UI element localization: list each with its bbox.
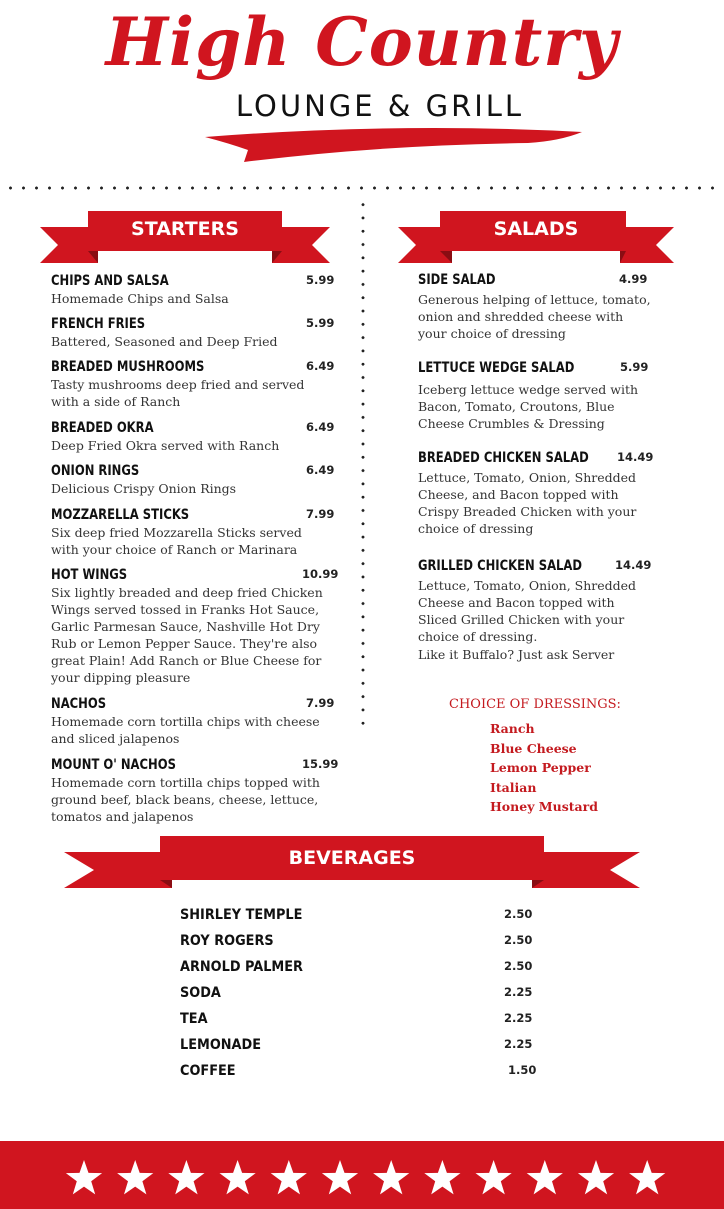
item-description: Homemade Chips and Salsa	[51, 291, 229, 306]
star-icon	[66, 1160, 102, 1194]
item-name: ROY ROGERS	[180, 933, 274, 949]
item-name: ARNOLD PALMER	[180, 959, 303, 975]
item-description: Six lightly breaded and deep fried Chicken Wings served tossed in Franks Hot Sauce, Garlic Parmesan Sauce, Nashville Hot Dry Rub or Lemon Pepper Sauce. They're also great Plain! Add Ranch or Blue Cheese for your dipping pleasure	[51, 585, 323, 685]
dressings-list	[490, 719, 598, 817]
item-price: 4.99	[619, 272, 648, 286]
item-name: ONION RINGS	[51, 463, 140, 479]
restaurant-name: High Country	[105, 3, 619, 81]
starters-title: STARTERS	[131, 218, 239, 240]
item-description: Homemade corn tortilla chips topped with ground beef, black beans, cheese, lettuce, tomatos and jalapenos	[51, 775, 320, 824]
item-price: 14.49	[617, 450, 654, 464]
item-name: GRILLED CHICKEN SALAD	[418, 558, 583, 574]
item-price: 2.25	[504, 1037, 533, 1051]
dressings-title: CHOICE OF DRESSINGS:	[449, 697, 621, 712]
beverages-title: BEVERAGES	[288, 847, 416, 869]
star-icon	[220, 1160, 256, 1194]
star-icon	[373, 1160, 409, 1194]
item-name: LEMONADE	[180, 1037, 262, 1053]
star-row	[0, 1141, 724, 1209]
star-icon	[322, 1160, 358, 1194]
item-name: HOT WINGS	[51, 567, 128, 583]
item-name: LETTUCE WEDGE SALAD	[418, 360, 575, 376]
item-name: SHIRLEY TEMPLE	[180, 907, 303, 923]
item-price: 2.50	[504, 959, 533, 973]
star-icon	[424, 1160, 460, 1194]
star-icon	[117, 1160, 153, 1194]
item-description: Six deep fried Mozzarella Sticks served with your choice of Ranch or Marinara	[51, 525, 302, 557]
restaurant-subtitle: LOUNGE & GRILL	[235, 89, 525, 123]
item-name: SODA	[180, 985, 221, 1001]
horizontal-divider	[4, 186, 720, 190]
star-icon	[578, 1160, 614, 1194]
item-description: Tasty mushrooms deep fried and served with a side of Ranch	[51, 377, 305, 409]
item-name: BREADED MUSHROOMS	[51, 359, 205, 375]
item-name: BREADED OKRA	[51, 420, 154, 436]
item-price: 14.49	[615, 558, 652, 572]
item-description: Deep Fried Okra served with Ranch	[51, 438, 280, 453]
list-item: Italian	[490, 779, 537, 795]
item-description: Generous helping of lettuce, tomato, onion and shredded cheese with your choice of dressing	[418, 292, 651, 341]
salads-banner	[398, 211, 674, 263]
item-name: NACHOS	[51, 696, 107, 712]
item-price: 2.50	[504, 933, 533, 947]
star-icon	[271, 1160, 307, 1194]
item-name: BREADED CHICKEN SALAD	[418, 450, 589, 466]
item-price: 5.99	[306, 273, 335, 287]
item-description: Iceberg lettuce wedge served with Bacon, Tomato, Croutons, Blue Cheese Crumbles & Dressing	[418, 382, 639, 431]
item-name: CHIPS AND SALSA	[51, 273, 169, 289]
list-item: Blue Cheese	[490, 740, 577, 756]
item-price: 10.99	[302, 567, 339, 581]
item-name: COFFEE	[180, 1063, 236, 1079]
star-icon	[629, 1160, 665, 1194]
item-name: MOZZARELLA STICKS	[51, 507, 190, 523]
item-description: Lettuce, Tomato, Onion, Shredded Cheese, and Bacon topped with Crispy Breaded Chicken with your choice of dressing	[418, 470, 637, 536]
item-price: 7.99	[306, 696, 335, 710]
item-price: 7.99	[306, 507, 335, 521]
item-price: 15.99	[302, 757, 339, 771]
item-name: FRENCH FRIES	[51, 316, 146, 332]
footer-band	[0, 1141, 724, 1209]
list-item: Lemon Pepper	[490, 760, 591, 775]
list-item: Honey Mustard	[490, 799, 598, 814]
list-item: Ranch	[490, 721, 535, 736]
item-price: 5.99	[306, 316, 335, 330]
item-price: 6.49	[306, 463, 335, 477]
item-note: Like it Buffalo? Just ask Server	[418, 647, 615, 662]
item-name: MOUNT O' NACHOS	[51, 757, 176, 773]
item-description: Battered, Seasoned and Deep Fried	[51, 334, 278, 349]
star-icon	[527, 1160, 563, 1194]
star-icon	[168, 1160, 204, 1194]
item-price: 2.50	[504, 907, 533, 921]
item-price: 2.25	[504, 1011, 533, 1025]
starters-banner	[40, 211, 330, 263]
vertical-divider	[361, 198, 365, 730]
item-price: 6.49	[306, 420, 335, 434]
star-icon	[476, 1160, 512, 1194]
item-price: 2.25	[504, 985, 533, 999]
item-description: Delicious Crispy Onion Rings	[51, 481, 237, 496]
swoosh-decoration	[0, 0, 724, 170]
item-price: 6.49	[306, 359, 335, 373]
item-name: SIDE SALAD	[418, 272, 496, 288]
item-description: Lettuce, Tomato, Onion, Shredded Cheese and Bacon topped with Sliced Grilled Chicken with your choice of dressing.	[418, 578, 637, 644]
item-price: 5.99	[620, 360, 649, 374]
item-price: 1.50	[508, 1063, 537, 1077]
item-description: Homemade corn tortilla chips with cheese and sliced jalapenos	[51, 714, 320, 746]
item-name: TEA	[180, 1011, 208, 1027]
beverages-banner	[64, 836, 640, 890]
salads-title: SALADS	[493, 218, 579, 240]
